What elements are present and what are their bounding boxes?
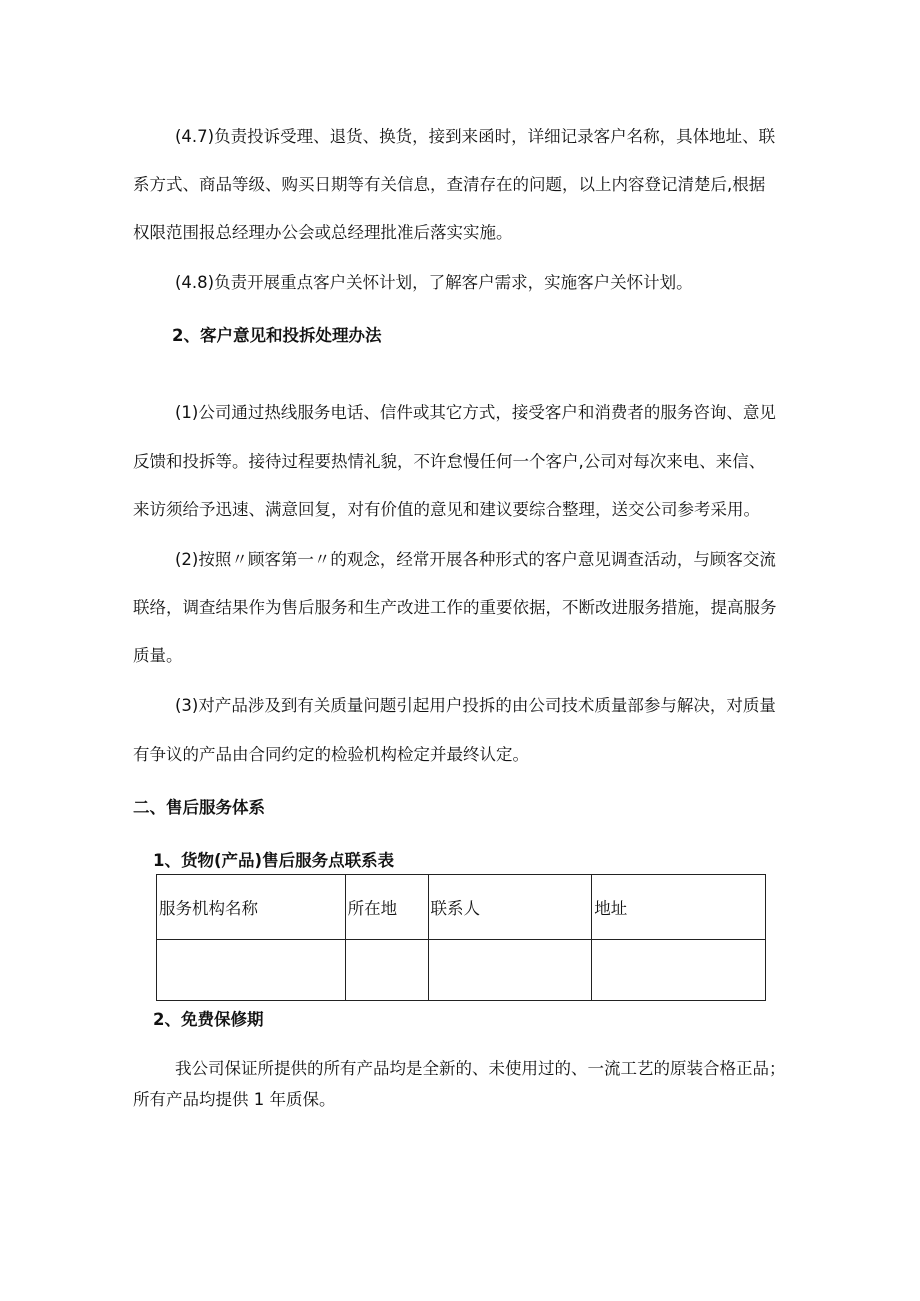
item-2-line-1: (2)按照〃顾客第一〃的观念，经常开展各种形式的客户意见调查活动，与顾客交流 bbox=[175, 550, 776, 569]
paragraph-4-7-line-1: (4.7)负责投诉受理、退货、换货，接到来函时，详细记录客户名称，具体地址、联 bbox=[175, 127, 776, 146]
item-3-line-1: (3)对产品涉及到有关质量问题引起用户投拆的由公司技术质量部参与解决，对质量 bbox=[175, 696, 776, 715]
heading-after-sales-system: 二、售后服务体系 bbox=[133, 798, 265, 817]
header-address: 地址 bbox=[592, 875, 766, 940]
warranty-line-1: 我公司保证所提供的所有产品均是全新的、未使用过的、一流工艺的原装合格正品； bbox=[175, 1059, 786, 1078]
item-1-line-1: (1)公司通过热线服务电话、信件或其它方式，接受客户和消费者的服务咨询、意见 bbox=[175, 403, 776, 422]
item-1-line-3: 来访须给予迅速、满意回复，对有价值的意见和建议要综合整理，送交公司参考采用。 bbox=[133, 500, 760, 519]
table-header-row bbox=[157, 875, 766, 940]
header-contact: 联系人 bbox=[428, 875, 592, 940]
paragraph-4-8: (4.8)负责开展重点客户关怀计划，了解客户需求，实施客户关怀计划。 bbox=[175, 273, 693, 292]
item-3-line-2: 有争议的产品由合同约定的检验机构检定并最终认定。 bbox=[133, 745, 529, 764]
header-location: 所在地 bbox=[345, 875, 428, 940]
table-row bbox=[157, 940, 766, 1001]
paragraph-4-7-line-3: 权限范围报总经理办公会或总经理批准后落实实施。 bbox=[133, 223, 513, 242]
service-point-table bbox=[156, 874, 766, 1001]
heading-complaint-handling: 2、客户意见和投拆处理办法 bbox=[172, 326, 382, 345]
table-cell bbox=[345, 940, 428, 1001]
item-1-line-2: 反馈和投拆等。接待过程要热情礼貌，不许怠慢任何一个客户,公司对每次来电、来信、 bbox=[133, 452, 766, 471]
table-cell bbox=[592, 940, 766, 1001]
paragraph-4-7-line-2: 系方式、商品等级、购买日期等有关信息，查清存在的问题，以上内容登记清楚后,根据 bbox=[133, 175, 766, 194]
warranty-line-2: 所有产品均提供 1 年质保。 bbox=[133, 1090, 336, 1109]
item-2-line-3: 质量。 bbox=[133, 646, 183, 665]
item-2-line-2: 联络，调查结果作为售后服务和生产改进工作的重要依据，不断改进服务措施，提高服务 bbox=[133, 598, 777, 617]
table-cell bbox=[157, 940, 346, 1001]
heading-free-warranty: 2、免费保修期 bbox=[153, 1010, 264, 1029]
table-cell bbox=[428, 940, 592, 1001]
heading-service-point-table: 1、货物(产品)售后服务点联系表 bbox=[153, 851, 395, 870]
header-org-name: 服务机构名称 bbox=[157, 875, 346, 940]
